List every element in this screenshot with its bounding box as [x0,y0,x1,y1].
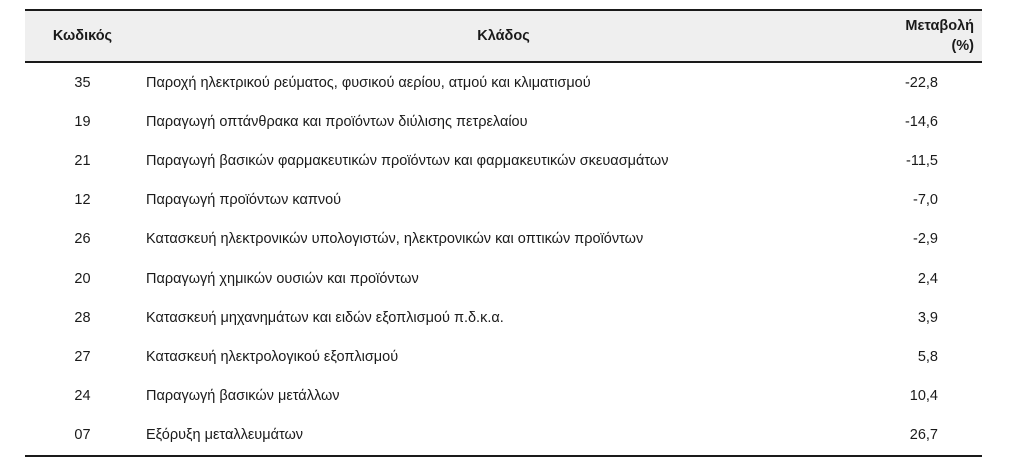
table-row [25,416,982,456]
sector-change-table-container [25,9,982,457]
row-sector: Παροχή ηλεκτρικού ρεύματος, φυσικού αερίου, ατμού και κλιματισμού [146,74,591,91]
row-sector: Κατασκευή ηλεκτρολογικού εξοπλισμού [146,348,399,365]
table-row [25,220,982,259]
row-change: 10,4 [909,388,938,405]
row-change: -14,6 [904,113,938,130]
table-row [25,377,982,416]
row-code: 21 [74,152,91,169]
header-row [25,10,982,62]
row-code: 27 [74,348,91,365]
row-code: 35 [74,74,91,91]
row-sector: Παραγωγή βασικών φαρμακευτικών προϊόντων και φαρμακευτικών σκευασμάτων [146,152,669,169]
row-change: -7,0 [913,192,938,209]
row-sector: Παραγωγή οπτάνθρακα και προϊόντων διύλισης πετρελαίου [146,113,528,130]
row-code: 12 [74,192,91,209]
table-header [25,10,982,62]
header-code: Κωδικός [52,28,113,44]
row-code: 19 [74,113,91,130]
row-change: 2,4 [917,270,938,287]
row-change: 26,7 [909,427,938,444]
sector-change-table [25,9,982,457]
row-change: -2,9 [913,231,938,248]
header-change [867,10,982,62]
table-row [25,102,982,141]
row-code: 20 [74,270,91,287]
row-code: 07 [74,427,91,444]
row-code: 24 [74,388,91,405]
row-sector: Παραγωγή προϊόντων καπνού [146,192,342,209]
table-row [25,298,982,337]
table-body [25,62,982,456]
row-sector: Παραγωγή βασικών μετάλλων [146,388,340,405]
row-sector: Κατασκευή μηχανημάτων και ειδών εξοπλισμού π.δ.κ.α. [146,309,504,326]
header-sector: Κλάδος [477,28,530,44]
table-row [25,337,982,376]
row-sector: Κατασκευή ηλεκτρονικών υπολογιστών, ηλεκτρονικών και οπτικών προϊόντων [146,231,644,248]
table-row [25,141,982,180]
row-sector: Παραγωγή χημικών ουσιών και προϊόντων [146,270,419,287]
row-change: 3,9 [917,309,938,326]
table-row [25,181,982,220]
row-code: 28 [74,309,91,326]
table-row [25,62,982,102]
header-change-line2: (%) [951,38,974,54]
row-code: 26 [74,231,91,248]
row-sector: Εξόρυξη μεταλλευμάτων [146,427,304,444]
row-change: -22,8 [904,74,938,91]
row-change: 5,8 [917,348,938,365]
header-change-line1: Μεταβολή [905,18,974,34]
row-change: -11,5 [906,152,938,169]
table-row [25,259,982,298]
